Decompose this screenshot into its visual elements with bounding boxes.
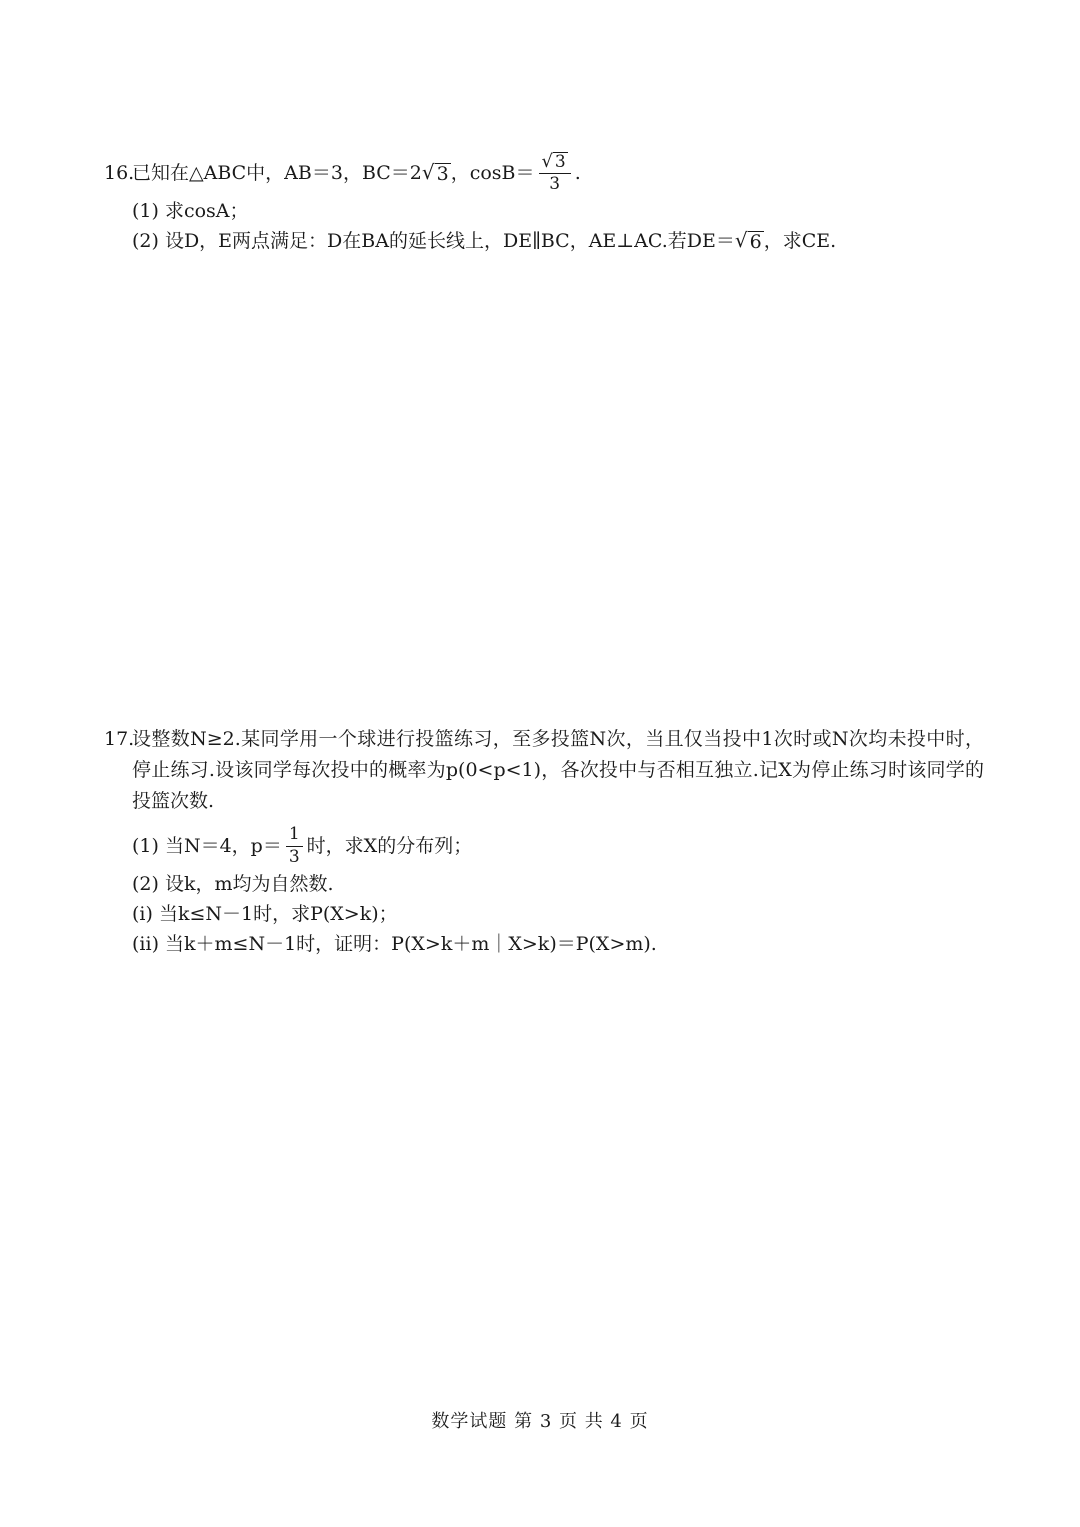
problem-17-stem [104, 724, 984, 817]
problem-16-part-1 [104, 196, 984, 226]
fraction-denominator: 3 [288, 846, 300, 867]
radical-sign: √ [421, 160, 435, 185]
problem-16 [104, 150, 984, 256]
problem-number: 16. [104, 161, 135, 184]
problem-17-stem-text: 设整数N≥2.某同学用一个球进行投篮练习，至多投篮N次，当且仅当投中1次时或N次均未投中时，停止练习.设该同学每次投中的概率为p(0<p<1)，各次投中与否相互独立.记X为停止练习时该同学的投篮次数. [132, 728, 984, 812]
part-1-text-start: (1) 当N＝4，p＝ [132, 834, 282, 857]
page-footer: 数学试题 第 3 页 共 4 页 [431, 1411, 649, 1432]
fraction-numerator: 1 [286, 826, 303, 847]
problem-17 [104, 724, 984, 959]
sqrt-expression [542, 152, 568, 172]
sqrt-expression [422, 161, 451, 185]
radicand: 3 [436, 163, 449, 186]
problem-17-part-2 [104, 869, 984, 899]
radicand: 3 [554, 151, 566, 172]
part-1-text: (1) 求cosA； [132, 199, 249, 222]
problem-16-part-2 [104, 226, 984, 256]
radicand: 6 [749, 231, 762, 254]
stem-text-end: . [574, 161, 581, 184]
problem-17-part-1 [104, 823, 984, 869]
fraction-numerator [539, 152, 571, 175]
part-2-text: (2) 设k，m均为自然数. [132, 872, 334, 895]
fraction [539, 152, 571, 195]
problem-number: 17. [104, 728, 135, 750]
stem-text-start: 已知在△ABC中，AB＝3，BC＝2 [132, 161, 422, 184]
radical-sign: √ [541, 150, 553, 172]
problem-17-part-2-i [104, 899, 984, 929]
part-1-text-end: 时，求X的分布列； [306, 834, 473, 857]
fraction [286, 823, 303, 867]
radical-sign: √ [734, 228, 748, 253]
part-2-text-end: ，求CE. [763, 229, 837, 252]
sqrt-expression [735, 229, 764, 253]
fraction-denominator: 3 [549, 174, 561, 195]
part-2-ii-text: (ii) 当k＋m≤N－1时，证明：P(X>k＋m｜X>k)＝P(X>m). [132, 932, 657, 955]
problem-16-stem [104, 150, 984, 196]
stem-text-middle: ，cosB＝ [450, 161, 535, 184]
problem-17-part-2-ii [104, 929, 984, 959]
part-2-text-start: (2) 设D，E两点满足：D在BA的延长线上，DE∥BC，AE⊥AC.若DE＝ [132, 229, 735, 252]
part-2-i-text: (i) 当k≤N－1时，求P(X>k)； [132, 902, 398, 925]
